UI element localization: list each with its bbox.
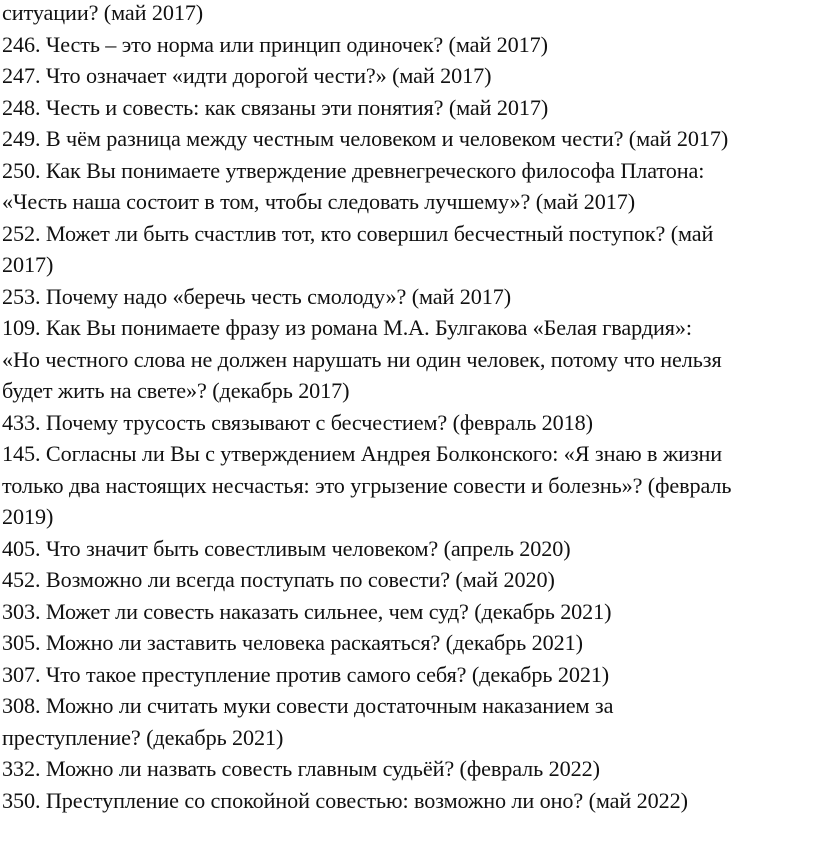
text-line: 249. В чём разница между честным человеком и человеком чести? (май 2017) — [2, 126, 729, 151]
text-line: 2017) — [2, 252, 54, 277]
text-line: 433. Почему трусость связывают с бесчестием? (февраль 2018) — [2, 409, 593, 435]
text-line: «Честь наша состоит в том, чтобы следовать лучшему»? (май 2017) — [2, 189, 636, 214]
text-line: 247. Что означает «идти дорогой чести?» (май 2017) — [2, 63, 492, 88]
text-line: 246. Честь – это норма или принцип одиночек? (май 2017) — [2, 31, 548, 57]
text-line: 303. Может ли совесть наказать сильнее, чем суд? (декабрь 2021) — [2, 598, 612, 624]
text-line: преступление? (декабрь 2021) — [2, 724, 284, 750]
text-line: 2019) — [2, 504, 54, 529]
text-line: 248. Честь и совесть: как связаны эти понятия? (май 2017) — [2, 94, 549, 120]
text-line: 332. Можно ли назвать совесть главным судьёй? (февраль 2022) — [2, 756, 600, 781]
text-line: только два настоящих несчастья: это угрызение совести и болезнь»? (февраль — [2, 472, 732, 498]
text-line: 405. Что значит быть совестливым человеком? (апрель 2020) — [2, 535, 571, 561]
text-line: 350. Преступление со спокойной совестью: возможно ли оно? (май 2022) — [2, 787, 688, 813]
text-line: 145. Согласны ли Вы с утверждением Андрея Болконского: «Я знаю в жизни — [2, 441, 723, 466]
text-line: 308. Можно ли считать муки совести достаточным наказанием за — [2, 693, 614, 718]
text-line: ситуации? (май 2017) — [2, 0, 204, 25]
text-line: будет жить на свете»? (декабрь 2017) — [2, 378, 350, 403]
text-line: 250. Как Вы понимаете утверждение древнегреческого философа Платона: — [2, 157, 705, 183]
text-line: 452. Возможно ли всегда поступать по совести? (май 2020) — [2, 567, 555, 592]
text-line: «Но честного слова не должен нарушать ни один человек, потому что нельзя — [2, 346, 722, 372]
text-line: 307. Что такое преступление против самого себя? (декабрь 2021) — [2, 661, 610, 687]
text-line: 253. Почему надо «беречь честь смолоду»? (май 2017) — [2, 283, 512, 309]
text-line: 305. Можно ли заставить человека раскаяться? (декабрь 2021) — [2, 630, 583, 655]
text-line: 252. Может ли быть счастлив тот, кто совершил бесчестный поступок? (май — [2, 220, 714, 246]
text-line: 109. Как Вы понимаете фразу из романа М.А. Булгакова «Белая гвардия»: — [2, 315, 692, 340]
